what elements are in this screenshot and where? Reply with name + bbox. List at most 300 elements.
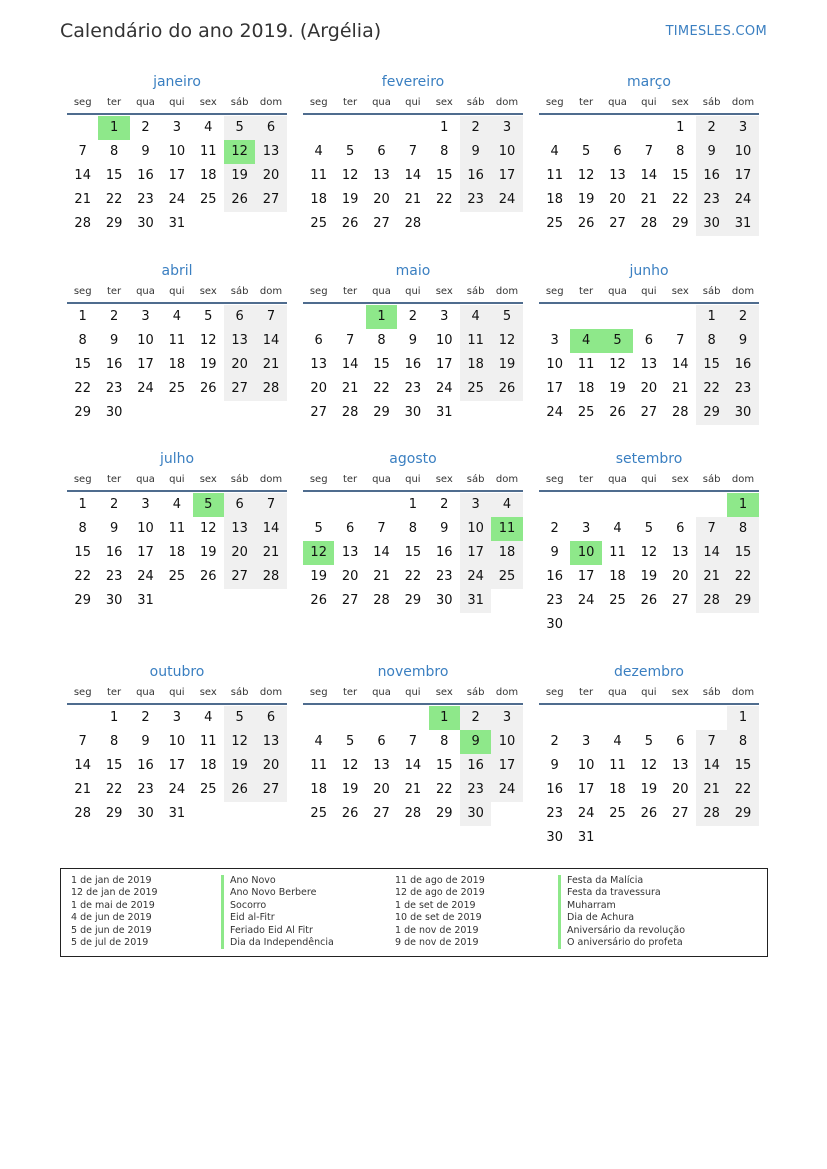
day-cell[interactable]: 18 [310,782,327,797]
day-cell[interactable]: 20 [671,782,689,797]
day-cell[interactable]: 12 [640,758,658,773]
day-cell[interactable]: 7 [377,521,386,536]
day-cell[interactable]: 6 [314,333,323,348]
day-cell[interactable]: 17 [491,754,522,778]
day-cell[interactable]: 20 [224,353,255,377]
day-cell[interactable]: 3 [141,309,150,324]
day-cell[interactable]: 23 [435,569,453,584]
day-cell[interactable]: 21 [696,565,727,589]
day-cell[interactable]: 27 [671,593,689,608]
day-cell[interactable]: 24 [137,569,154,584]
day-cell[interactable]: 9 [109,521,119,536]
day-cell[interactable]: 1 [78,309,87,324]
holiday-day-cell[interactable]: 5 [602,329,633,353]
day-cell[interactable]: 12 [609,357,626,372]
day-cell[interactable]: 22 [404,569,422,584]
day-cell[interactable]: 31 [168,806,186,821]
day-cell[interactable]: 23 [727,377,758,401]
day-cell[interactable]: 3 [491,706,522,730]
day-cell[interactable]: 24 [168,782,186,797]
day-cell[interactable]: 21 [255,353,286,377]
day-cell[interactable]: 13 [255,140,286,164]
day-cell[interactable]: 8 [727,517,758,541]
day-cell[interactable]: 12 [199,521,217,536]
day-cell[interactable]: 17 [727,164,758,188]
day-cell[interactable]: 15 [727,541,758,565]
day-cell[interactable]: 7 [78,144,87,159]
day-cell[interactable]: 2 [696,116,727,140]
day-cell[interactable]: 28 [696,802,727,826]
day-cell[interactable]: 16 [137,168,154,183]
day-cell[interactable]: 12 [491,329,522,353]
day-cell[interactable]: 20 [224,541,255,565]
day-cell[interactable]: 1 [696,305,727,329]
day-cell[interactable]: 19 [640,569,658,584]
day-cell[interactable]: 12 [341,168,359,183]
day-cell[interactable]: 26 [199,569,217,584]
day-cell[interactable]: 27 [341,593,359,608]
day-cell[interactable]: 6 [345,521,355,536]
day-cell[interactable]: 20 [255,164,286,188]
day-cell[interactable]: 24 [491,778,522,802]
day-cell[interactable]: 29 [727,589,758,613]
day-cell[interactable]: 27 [255,778,286,802]
day-cell[interactable]: 30 [105,405,123,420]
day-cell[interactable]: 21 [373,569,390,584]
day-cell[interactable]: 11 [577,357,595,372]
day-cell[interactable]: 17 [577,782,595,797]
holiday-day-cell[interactable]: 12 [224,140,255,164]
day-cell[interactable]: 23 [460,188,491,212]
day-cell[interactable]: 23 [696,188,727,212]
day-cell[interactable]: 5 [345,734,355,749]
day-cell[interactable]: 7 [676,333,685,348]
day-cell[interactable]: 28 [74,806,91,821]
day-cell[interactable]: 20 [373,192,390,207]
day-cell[interactable]: 18 [310,192,327,207]
day-cell[interactable]: 13 [224,517,255,541]
day-cell[interactable]: 9 [696,140,727,164]
day-cell[interactable]: 10 [577,758,595,773]
day-cell[interactable]: 21 [640,192,658,207]
day-cell[interactable]: 16 [727,353,758,377]
day-cell[interactable]: 7 [644,144,653,159]
day-cell[interactable]: 10 [727,140,758,164]
day-cell[interactable]: 1 [676,120,685,135]
holiday-day-cell[interactable]: 11 [491,517,522,541]
day-cell[interactable]: 19 [199,357,217,372]
brand-logo[interactable]: TIMESLES.COM [665,24,767,39]
day-cell[interactable]: 23 [546,593,563,608]
day-cell[interactable]: 6 [255,116,286,140]
day-cell[interactable]: 1 [78,497,87,512]
day-cell[interactable]: 25 [310,216,327,231]
day-cell[interactable]: 11 [199,734,217,749]
day-cell[interactable]: 11 [310,758,327,773]
day-cell[interactable]: 10 [546,357,563,372]
day-cell[interactable]: 11 [168,521,186,536]
day-cell[interactable]: 6 [644,333,653,348]
day-cell[interactable]: 30 [105,593,123,608]
day-cell[interactable]: 28 [671,405,689,420]
day-cell[interactable]: 19 [224,164,255,188]
day-cell[interactable]: 28 [373,593,390,608]
day-cell[interactable]: 6 [224,493,255,517]
day-cell[interactable]: 27 [310,405,327,420]
day-cell[interactable]: 31 [168,216,186,231]
day-cell[interactable]: 29 [727,802,758,826]
day-cell[interactable]: 4 [204,120,213,135]
day-cell[interactable]: 11 [546,168,563,183]
day-cell[interactable]: 3 [460,493,491,517]
day-cell[interactable]: 8 [696,329,727,353]
day-cell[interactable]: 31 [727,212,758,236]
day-cell[interactable]: 17 [546,381,563,396]
day-cell[interactable]: 9 [727,329,758,353]
day-cell[interactable]: 22 [671,192,689,207]
day-cell[interactable]: 17 [491,164,522,188]
day-cell[interactable]: 7 [255,305,286,329]
day-cell[interactable]: 8 [676,144,685,159]
day-cell[interactable]: 20 [609,192,626,207]
day-cell[interactable]: 21 [696,778,727,802]
day-cell[interactable]: 27 [373,216,390,231]
day-cell[interactable]: 25 [609,806,626,821]
day-cell[interactable]: 16 [435,545,453,560]
day-cell[interactable]: 27 [671,806,689,821]
day-cell[interactable]: 15 [373,357,390,372]
day-cell[interactable]: 14 [74,758,91,773]
day-cell[interactable]: 11 [168,333,186,348]
day-cell[interactable]: 17 [460,541,491,565]
day-cell[interactable]: 4 [314,734,323,749]
day-cell[interactable]: 3 [172,120,181,135]
day-cell[interactable]: 13 [224,329,255,353]
day-cell[interactable]: 12 [577,168,595,183]
day-cell[interactable]: 10 [491,140,522,164]
day-cell[interactable]: 17 [137,357,154,372]
day-cell[interactable]: 15 [105,168,123,183]
day-cell[interactable]: 22 [105,192,123,207]
day-cell[interactable]: 5 [224,116,255,140]
day-cell[interactable]: 5 [581,144,591,159]
day-cell[interactable]: 14 [373,545,390,560]
day-cell[interactable]: 29 [404,593,422,608]
day-cell[interactable]: 18 [491,541,522,565]
day-cell[interactable]: 15 [404,545,422,560]
day-cell[interactable]: 7 [78,734,87,749]
day-cell[interactable]: 5 [314,521,323,536]
day-cell[interactable]: 22 [727,778,758,802]
day-cell[interactable]: 11 [609,545,626,560]
day-cell[interactable]: 25 [460,377,491,401]
day-cell[interactable]: 12 [224,730,255,754]
day-cell[interactable]: 20 [310,381,327,396]
day-cell[interactable]: 5 [644,521,653,536]
day-cell[interactable]: 15 [74,545,91,560]
day-cell[interactable]: 8 [109,734,119,749]
day-cell[interactable]: 6 [613,144,622,159]
day-cell[interactable]: 30 [546,617,563,632]
day-cell[interactable]: 21 [74,782,91,797]
day-cell[interactable]: 18 [577,381,595,396]
day-cell[interactable]: 24 [577,593,595,608]
day-cell[interactable]: 27 [373,806,390,821]
day-cell[interactable]: 30 [404,405,422,420]
day-cell[interactable]: 28 [255,565,286,589]
day-cell[interactable]: 13 [310,357,327,372]
holiday-day-cell[interactable]: 5 [193,493,224,517]
day-cell[interactable]: 20 [341,569,359,584]
day-cell[interactable]: 19 [491,353,522,377]
day-cell[interactable]: 24 [491,188,522,212]
day-cell[interactable]: 29 [373,405,390,420]
day-cell[interactable]: 26 [341,216,359,231]
day-cell[interactable]: 31 [137,593,154,608]
day-cell[interactable]: 9 [550,758,559,773]
day-cell[interactable]: 22 [435,192,453,207]
day-cell[interactable]: 6 [224,305,255,329]
day-cell[interactable]: 28 [255,377,286,401]
day-cell[interactable]: 6 [377,734,386,749]
day-cell[interactable]: 14 [404,758,422,773]
day-cell[interactable]: 15 [105,758,123,773]
day-cell[interactable]: 6 [255,706,286,730]
day-cell[interactable]: 24 [168,192,186,207]
day-cell[interactable]: 26 [577,216,595,231]
day-cell[interactable]: 17 [137,545,154,560]
day-cell[interactable]: 10 [137,521,154,536]
day-cell[interactable]: 19 [577,192,595,207]
day-cell[interactable]: 22 [727,565,758,589]
day-cell[interactable]: 16 [460,164,491,188]
day-cell[interactable]: 18 [546,192,563,207]
day-cell[interactable]: 21 [404,192,422,207]
day-cell[interactable]: 15 [435,758,453,773]
day-cell[interactable]: 2 [141,710,150,725]
day-cell[interactable]: 15 [671,168,689,183]
day-cell[interactable]: 2 [141,120,150,135]
day-cell[interactable]: 25 [310,806,327,821]
day-cell[interactable]: 25 [168,381,186,396]
day-cell[interactable]: 4 [172,497,181,512]
day-cell[interactable]: 9 [141,144,150,159]
day-cell[interactable]: 13 [609,168,626,183]
day-cell[interactable]: 4 [204,710,213,725]
day-cell[interactable]: 14 [74,168,91,183]
day-cell[interactable]: 11 [460,329,491,353]
day-cell[interactable]: 20 [640,381,658,396]
day-cell[interactable]: 30 [460,802,491,826]
day-cell[interactable]: 4 [172,309,181,324]
day-cell[interactable]: 10 [168,734,186,749]
day-cell[interactable]: 4 [460,305,491,329]
day-cell[interactable]: 1 [408,497,417,512]
day-cell[interactable]: 2 [460,116,491,140]
day-cell[interactable]: 28 [74,216,91,231]
day-cell[interactable]: 18 [199,758,217,773]
day-cell[interactable]: 16 [404,357,422,372]
day-cell[interactable]: 19 [199,545,217,560]
day-cell[interactable]: 29 [74,405,91,420]
day-cell[interactable]: 13 [640,357,658,372]
day-cell[interactable]: 29 [696,401,727,425]
day-cell[interactable]: 3 [141,497,150,512]
day-cell[interactable]: 13 [373,758,390,773]
day-cell[interactable]: 25 [546,216,563,231]
day-cell[interactable]: 21 [341,381,359,396]
day-cell[interactable]: 26 [491,377,522,401]
day-cell[interactable]: 7 [696,517,727,541]
day-cell[interactable]: 3 [172,710,181,725]
day-cell[interactable]: 13 [671,758,689,773]
day-cell[interactable]: 12 [199,333,217,348]
holiday-day-cell[interactable]: 12 [303,541,334,565]
day-cell[interactable]: 22 [696,377,727,401]
day-cell[interactable]: 19 [341,782,359,797]
day-cell[interactable]: 22 [435,782,453,797]
day-cell[interactable]: 26 [341,806,359,821]
day-cell[interactable]: 16 [546,569,563,584]
day-cell[interactable]: 23 [105,381,123,396]
day-cell[interactable]: 12 [341,758,359,773]
day-cell[interactable]: 10 [460,517,491,541]
day-cell[interactable]: 27 [255,188,286,212]
day-cell[interactable]: 16 [105,357,123,372]
day-cell[interactable]: 12 [640,545,658,560]
day-cell[interactable]: 26 [224,188,255,212]
day-cell[interactable]: 9 [141,734,150,749]
holiday-day-cell[interactable]: 1 [366,305,397,329]
day-cell[interactable]: 13 [671,545,689,560]
holiday-day-cell[interactable]: 1 [727,493,758,517]
day-cell[interactable]: 18 [199,168,217,183]
day-cell[interactable]: 14 [255,329,286,353]
day-cell[interactable]: 26 [224,778,255,802]
day-cell[interactable]: 1 [440,120,449,135]
day-cell[interactable]: 25 [199,782,217,797]
day-cell[interactable]: 9 [550,545,559,560]
day-cell[interactable]: 8 [727,730,758,754]
day-cell[interactable]: 23 [137,782,154,797]
day-cell[interactable]: 3 [581,521,591,536]
day-cell[interactable]: 8 [440,144,449,159]
day-cell[interactable]: 16 [460,754,491,778]
day-cell[interactable]: 26 [640,806,658,821]
day-cell[interactable]: 6 [377,144,386,159]
day-cell[interactable]: 1 [109,710,119,725]
day-cell[interactable]: 2 [408,309,417,324]
day-cell[interactable]: 18 [460,353,491,377]
day-cell[interactable]: 25 [491,565,522,589]
day-cell[interactable]: 24 [727,188,758,212]
day-cell[interactable]: 18 [609,782,626,797]
day-cell[interactable]: 2 [460,706,491,730]
day-cell[interactable]: 21 [255,541,286,565]
day-cell[interactable]: 22 [105,782,123,797]
day-cell[interactable]: 5 [644,734,653,749]
day-cell[interactable]: 20 [671,569,689,584]
day-cell[interactable]: 28 [404,216,422,231]
day-cell[interactable]: 13 [341,545,359,560]
holiday-day-cell[interactable]: 4 [570,329,601,353]
day-cell[interactable]: 18 [609,569,626,584]
day-cell[interactable]: 3 [491,116,522,140]
day-cell[interactable]: 3 [550,333,559,348]
day-cell[interactable]: 30 [727,401,758,425]
day-cell[interactable]: 29 [105,216,123,231]
day-cell[interactable]: 31 [460,589,491,613]
day-cell[interactable]: 3 [581,734,591,749]
day-cell[interactable]: 29 [671,216,689,231]
day-cell[interactable]: 31 [435,405,453,420]
day-cell[interactable]: 7 [345,333,355,348]
day-cell[interactable]: 14 [404,168,422,183]
day-cell[interactable]: 13 [255,730,286,754]
day-cell[interactable]: 7 [408,734,417,749]
day-cell[interactable]: 9 [109,333,119,348]
day-cell[interactable]: 16 [546,782,563,797]
day-cell[interactable]: 14 [255,517,286,541]
day-cell[interactable]: 10 [168,144,186,159]
day-cell[interactable]: 17 [168,758,186,773]
day-cell[interactable]: 8 [109,144,119,159]
day-cell[interactable]: 26 [199,381,217,396]
day-cell[interactable]: 5 [224,706,255,730]
day-cell[interactable]: 14 [640,168,658,183]
day-cell[interactable]: 28 [341,405,359,420]
day-cell[interactable]: 20 [255,754,286,778]
day-cell[interactable]: 19 [224,754,255,778]
day-cell[interactable]: 19 [310,569,327,584]
day-cell[interactable]: 25 [168,569,186,584]
day-cell[interactable]: 23 [137,192,154,207]
day-cell[interactable]: 30 [137,806,154,821]
day-cell[interactable]: 4 [314,144,323,159]
day-cell[interactable]: 19 [609,381,626,396]
day-cell[interactable]: 24 [137,381,154,396]
day-cell[interactable]: 9 [408,333,417,348]
day-cell[interactable]: 30 [137,216,154,231]
day-cell[interactable]: 5 [204,309,213,324]
day-cell[interactable]: 27 [224,377,255,401]
day-cell[interactable]: 8 [78,333,87,348]
day-cell[interactable]: 30 [696,212,727,236]
day-cell[interactable]: 7 [408,144,417,159]
day-cell[interactable]: 6 [676,521,685,536]
day-cell[interactable]: 14 [671,357,689,372]
day-cell[interactable]: 31 [577,830,595,845]
day-cell[interactable]: 4 [613,521,622,536]
day-cell[interactable]: 16 [105,545,123,560]
day-cell[interactable]: 15 [435,168,453,183]
day-cell[interactable]: 2 [440,497,449,512]
day-cell[interactable]: 5 [491,305,522,329]
day-cell[interactable]: 28 [404,806,422,821]
day-cell[interactable]: 10 [137,333,154,348]
day-cell[interactable]: 16 [137,758,154,773]
day-cell[interactable]: 2 [550,521,559,536]
day-cell[interactable]: 7 [696,730,727,754]
day-cell[interactable]: 23 [105,569,123,584]
day-cell[interactable]: 20 [373,782,390,797]
day-cell[interactable]: 24 [577,806,595,821]
day-cell[interactable]: 25 [199,192,217,207]
day-cell[interactable]: 10 [435,333,453,348]
day-cell[interactable]: 28 [696,589,727,613]
day-cell[interactable]: 22 [74,569,91,584]
day-cell[interactable]: 25 [609,593,626,608]
